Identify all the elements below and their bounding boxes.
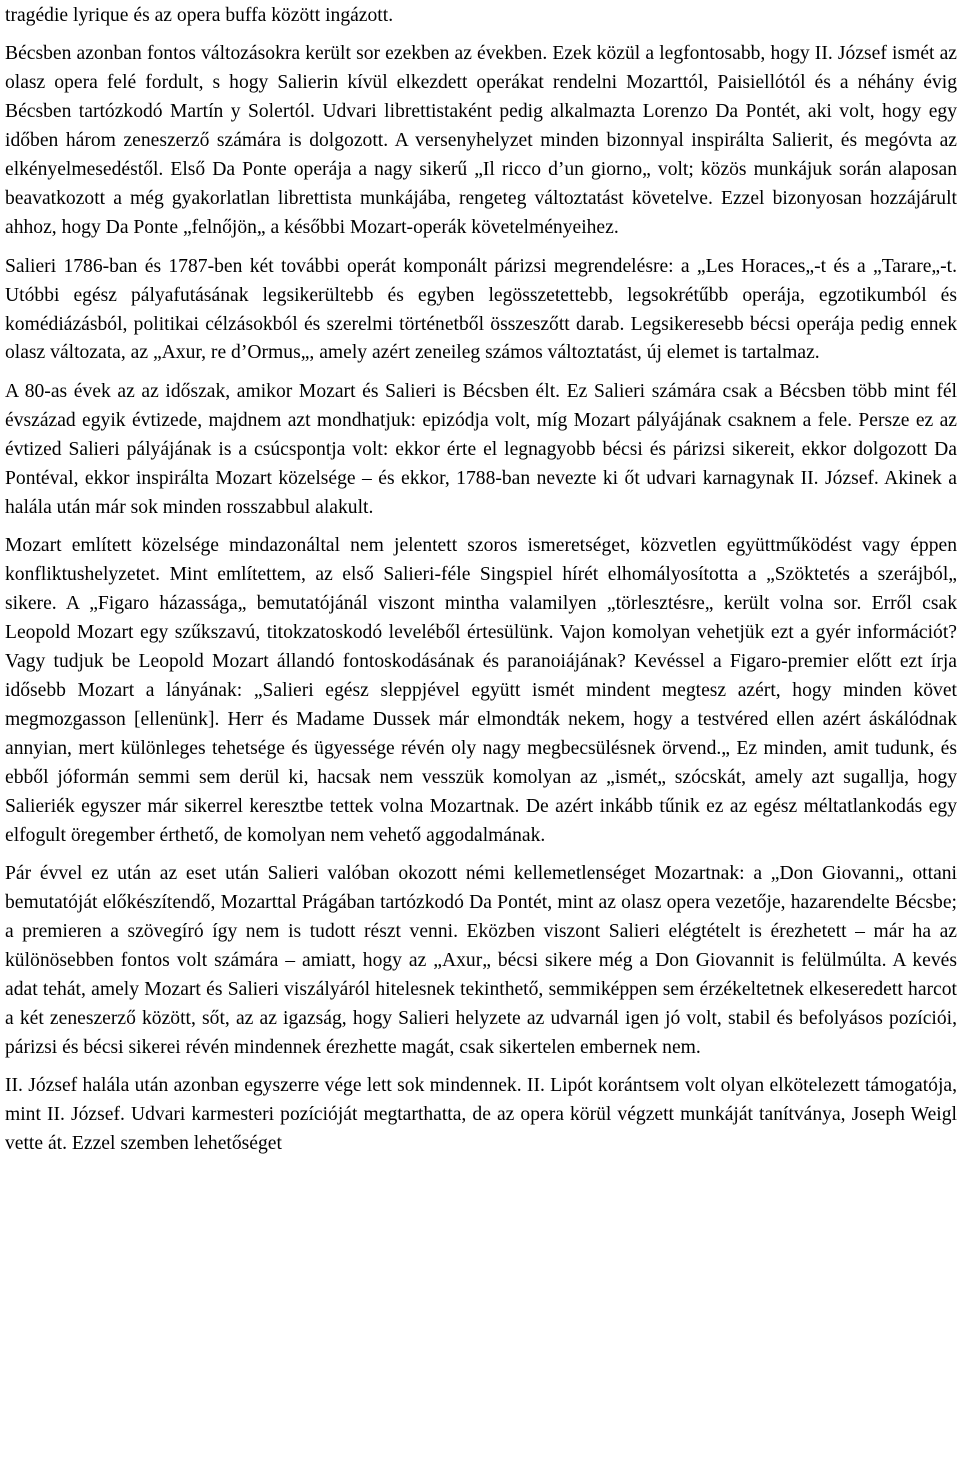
paragraph-1: tragédie lyrique és az opera buffa között ingázott.	[5, 5, 394, 26]
paragraph-3: Salieri 1786-ban és 1787-ben két további operát komponált párizsi megrendelésre: a „Les Horaces„-t és a „Tarare„-t. Utóbbi egész pályafutásának legsikerültebb és egyben legösszetettebb, legsokrétűbb operája, egzotikumból és komédiázásból, politikai célzásokból és szerelmi történetből összeszőtt darab. Legsikeresebb bécsi operája pedig ennek olasz változata, az „Axur, re d’Ormus„, amely azért zeneileg számos változtatást, új elemet is tartalmaz.	[5, 255, 957, 364]
paragraph-4: A 80-as évek az az időszak, amikor Mozart és Salieri is Bécsben élt. Ez Salieri számára csak a Bécsben több mint fél évszázad egyik évtizede, majdnem azt mondhatjuk: epizódja volt, míg Mozart pályájának csaknem a fele. Persze ez az évtized Salieri pályájának is a csúcspontja volt: ekkor érte el legnagyobb bécsi és párizsi sikereit, ekkor dolgozott Da Pontéval, ekkor inspirálta Mozart közelsége – és ekkor, 1788-ban nevezte ki őt udvari karnagynak II. József. Akinek a halála után már sok minden rosszabbul alakult.	[5, 380, 957, 518]
paragraph-6: Pár évvel ez után az eset után Salieri valóban okozott némi kellemetlenséget Mozartnak: a „Don Giovanni„ ottani bemutatóját előkészítendő, Mozarttal Prágában tartózkodó Da Pontét, mint az olasz opera vezetője, hazarendelte Bécsbe; a premieren a szövegíró így nem is tudott részt venni. Eközben viszont Salieri elégtételt is érezhetett – már ha az különösebben fontos volt számára – amiatt, hogy az „Axur„ bécsi sikere még a Don Giovannit is felülmúlta. A kevés adat tehát, amely Mozart és Salieri viszályáról hitelesnek tekinthető, semmiképpen sem érzékeltetnek elkeseredett harcot a két zeneszerző között, sőt, az az igazság, hogy Salieri helyzete az udvarnál igen jó volt, stabil és befolyásos pozíciói, párizsi és bécsi sikerei révén mindennek érezhette magát, csak sikertelen embernek nem.	[5, 863, 957, 1058]
paragraph-2: Bécsben azonban fontos változásokra került sor ezekben az években. Ezek közül a legfontosabb, hogy II. József ismét az olasz opera felé fordult, s hogy Salierin kívül elkezdett operákat rendelni Mozarttól, Paisiellótól és a néhány évig Bécsben tartózkodó Martín y Solertól. Udvari librettistaként pedig alkalmazta Lorenzo Da Pontét, aki volt, hogy egy időben három zeneszerző számára is dolgozott. A versenyhelyzet minden bizonnyal inspirálta Salierit, és megóvta az elkényelmesedéstől. Első Da Ponte operája a nagy sikerű „Il ricco d’un giorno„ volt; közös munkájuk során alaposan beavatkozott a még gyakorlatlan librettista munkájába, rengeteg változtatást követelve. Ezzel bizonyosan hozzájárult ahhoz, hogy Da Ponte „felnőjön„ a későbbi Mozart-operák követelményeihez.	[5, 43, 957, 239]
paragraph-5: Mozart említett közelsége mindazonáltal nem jelentett szoros ismeretséget, közvetlen együttműködést vagy éppen konfliktushelyzetet. Mint említettem, az első Salieri-féle Singspiel hírét elhomályosította a „Szöktetés a szerájból„ sikere. A „Figaro házassága„ bemutatójánál viszont mintha valamilyen „törlesztésre„ került volna sor. Erről csak Leopold Mozart egy szűkszavú, titokzatoskodó leveléből értesülünk. Vajon komolyan vehetjük ezt a gyér információt? Vagy tudjuk be Leopold Mozart állandó fontoskodásának és paranoiájának? Kevéssel a Figaro-premier előtt ezt írja idősebb Mozart a lányának: „Salieri egész sleppjével együtt ismét mindent megtesz azért, hogy minden követ megmozgasson [ellenünk]. Herr és Madame Dussek már elmondták nekem, hogy a testvéred ellen azért áskálódnak annyian, mert különleges tehetsége és ügyessége révén oly nagy megbecsülésnek örvend.„ Ez minden, amit tudunk, és ebből jóformán semmi sem derül ki, hacsak nem vesszük komolyan az „ismét„ szócskát, amely azt sugallja, hogy Salieriék egyszer már sikerrel keresztbe tettek volna Mozartnak. De azért inkább tűnik ez az egész méltatlankodás egy elfogult öregember érthető, de komolyan nem vehető aggodalmának.	[5, 535, 957, 846]
paragraph-7: II. József halála után azonban egyszerre vége lett sok mindennek. II. Lipót korántsem volt olyan elkötelezett támogatója, mint II. József. Udvari karmesteri pozícióját megtarthatta, de az opera körül végzett munkáját tanítványa, Joseph Weigl vette át. Ezzel szemben lehetőséget	[5, 1075, 957, 1155]
document-page	[0, 2, 960, 1472]
